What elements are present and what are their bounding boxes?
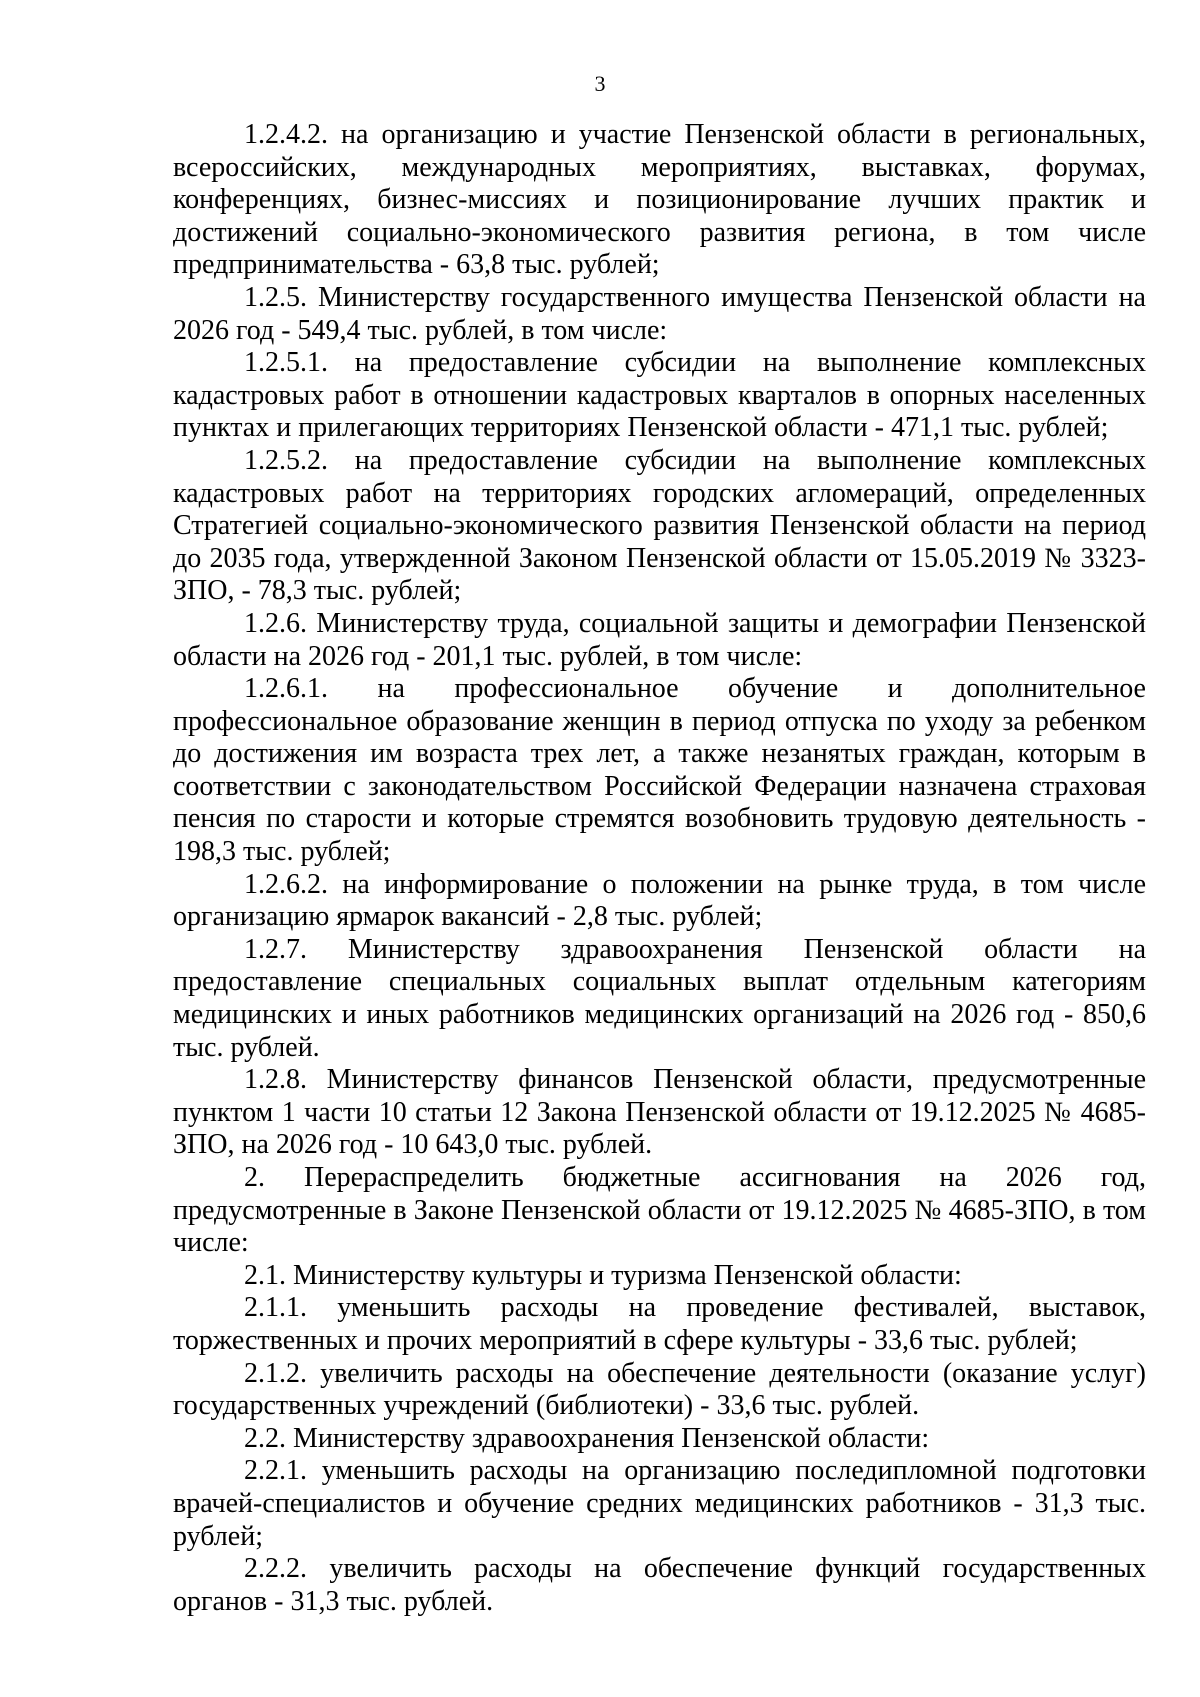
paragraph-1-2-4-2: 1.2.4.2. на организацию и участие Пензенской области в региональных, всероссийских, международных мероприятиях, выставках, форумах, конференциях, бизнес-миссиях и позиционирование лучших практик и достижений социально-экономического развития региона, в том числе предпринимательства - 63,8 тыс. рублей; bbox=[173, 119, 1146, 281]
paragraph-1-2-5: 1.2.5. Министерству государственного имущества Пензенской области на 2026 год - 549,4 тыс. рублей, в том числе: bbox=[173, 281, 1146, 346]
paragraph-1-2-6-1: 1.2.6.1. на профессиональное обучение и дополнительное профессиональное образование женщин в период отпуска по уходу за ребенком до достижения им возраста трех лет, а также незанятых граждан, которым в соответствии с законодательством Российской Федерации назначена страховая пенсия по старости и которые стремятся возобновить трудовую деятельность - 198,3 тыс. рублей; bbox=[173, 673, 1146, 868]
paragraph-1-2-7: 1.2.7. Министерству здравоохранения Пензенской области на предоставление специальных социальных выплат отдельным категориям медицинских и иных работников медицинских организаций на 2026 год - 850,6 тыс. рублей. bbox=[173, 933, 1146, 1063]
paragraph-2-1: 2.1. Министерству культуры и туризма Пензенской области: bbox=[244, 1259, 962, 1291]
paragraph-2-1-2: 2.1.2. увеличить расходы на обеспечение деятельности (оказание услуг) государственных учреждений (библиотеки) - 33,6 тыс. рублей. bbox=[173, 1357, 1146, 1422]
paragraph-1-2-5-2: 1.2.5.2. на предоставление субсидии на выполнение комплексных кадастровых работ на территориях городских агломераций, определенных Стратегией социально-экономического развития Пензенской области на период до 2035 года, утвержденной Законом Пензенской области от 15.05.2019 № 3323-ЗПО, - 78,3 тыс. рублей; bbox=[173, 444, 1146, 607]
paragraph-2-1-1: 2.1.1. уменьшить расходы на проведение фестивалей, выставок, торжественных и прочих мероприятий в сфере культуры - 33,6 тыс. рублей; bbox=[173, 1292, 1146, 1356]
paragraph-1-2-6-2: 1.2.6.2. на информирование о положении на рынке труда, в том числе организацию ярмарок вакансий - 2,8 тыс. рублей; bbox=[173, 868, 1146, 933]
paragraph-2-2-2: 2.2.2. увеличить расходы на обеспечение функций государственных органов - 31,3 тыс. рублей. bbox=[173, 1553, 1146, 1617]
paragraph-2: 2. Перераспределить бюджетные ассигнования на 2026 год, предусмотренные в Законе Пензенской области от 19.12.2025 № 4685-ЗПО, в том числе: bbox=[173, 1162, 1146, 1259]
paragraph-2-2-1: 2.2.1. уменьшить расходы на организацию последипломной подготовки врачей-специалистов и обучение средних медицинских работников - 31,3 тыс. рублей; bbox=[173, 1455, 1146, 1552]
paragraph-1-2-6: 1.2.6. Министерству труда, социальной защиты и демографии Пензенской области на 2026 год - 201,1 тыс. рублей, в том числе: bbox=[173, 607, 1146, 672]
paragraph-2-2: 2.2. Министерству здравоохранения Пензенской области: bbox=[244, 1422, 930, 1454]
document-body bbox=[173, 119, 1146, 1618]
paragraph-1-2-8: 1.2.8. Министерству финансов Пензенской области, предусмотренные пунктом 1 части 10 статьи 12 Закона Пензенской области от 19.12.2025 № 4685-ЗПО, на 2026 год - 10 643,0 тыс. рублей. bbox=[173, 1064, 1146, 1161]
page-number: 3 bbox=[594, 71, 606, 96]
paragraph-1-2-5-1: 1.2.5.1. на предоставление субсидии на выполнение комплексных кадастровых работ в отношении кадастровых кварталов в опорных населенных пунктах и прилегающих территориях Пензенской области - 471,1 тыс. рублей; bbox=[173, 347, 1146, 444]
